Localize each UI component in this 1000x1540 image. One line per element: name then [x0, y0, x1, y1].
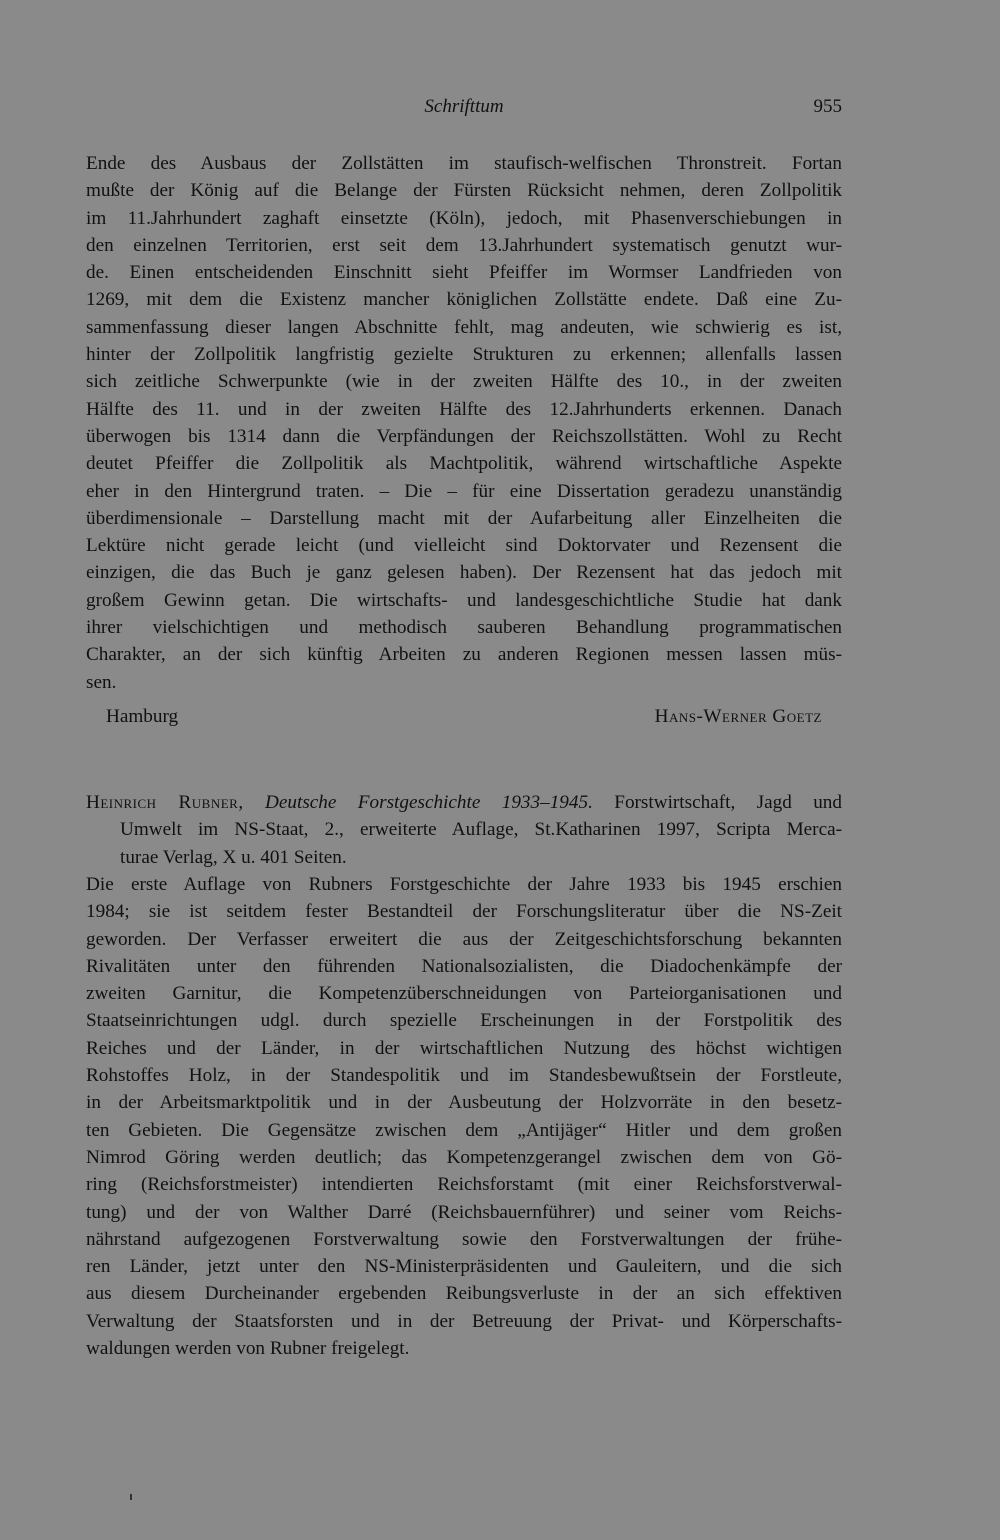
text-line: ten Gebieten. Die Gegensätze zwischen dem „Antijäger“ Hitler und dem großen [86, 1119, 842, 1141]
scan-speck [130, 1494, 132, 1500]
text-line: Ende des Ausbaus der Zollstätten im staufisch-welfischen Thronstreit. Fortan [86, 153, 842, 174]
text-line: Hälfte des 11. und in der zweiten Hälfte des 12.Jahrhunderts erkennen. Danach [86, 398, 842, 420]
review-goetz-body [86, 150, 842, 696]
review-rubner-body [86, 871, 842, 1362]
review-rubner-citation [86, 789, 842, 871]
text-line: aus diesem Durcheinander ergebenden Reibungsverluste in der an sich effektiven [86, 1283, 842, 1305]
text-line: mußte der König auf die Belange der Fürsten Rücksicht nehmen, deren Zollpolitik [86, 180, 842, 202]
citation-line [86, 789, 842, 816]
review-signature [106, 706, 822, 734]
signature-place: Hamburg [106, 706, 179, 727]
text-line: hinter der Zollpolitik langfristig gezielte Strukturen zu erkennen; allenfalls lassen [86, 344, 842, 366]
text-line: de. Einen entscheidenden Einschnitt sieht Pfeiffer im Wormser Landfrieden von [86, 262, 842, 284]
signature-author: Hans-Werner Goetz [654, 706, 822, 727]
text-line: ren Länder, jetzt unter den NS-Ministerpräsidenten und Gauleitern, und die sich [86, 1256, 842, 1278]
text-line: sich zeitliche Schwerpunkte (wie in der zweiten Hälfte des 10., in der zweiten [86, 371, 842, 393]
text-line: den einzelnen Territorien, erst seit dem 13.Jahrhundert systematisch genutzt wur- [86, 234, 842, 256]
text-line: Rohstoffes Holz, in der Standespolitik und im Standesbewußtsein der Forstleute, [86, 1065, 842, 1087]
section-title: Schrifttum [424, 96, 504, 117]
text-line: 1269, mit dem die Existenz mancher königlichen Zollstätte endete. Daß eine Zu- [86, 289, 842, 311]
text-line: überwogen bis 1314 dann die Verpfändungen der Reichszollstätten. Wohl zu Recht [86, 425, 842, 447]
page-number: 955 [813, 96, 842, 117]
text-line: Staatseinrichtungen udgl. durch spezielle Erscheinungen in der Forstpolitik des [86, 1010, 842, 1032]
text-line: tung) und der von Walther Darré (Reichsbauernführer) und seiner vom Reichs- [86, 1201, 842, 1223]
text-line: sen. [86, 671, 117, 693]
text-line: großem Gewinn getan. Die wirtschafts- und landesgeschichtliche Studie hat dank [86, 589, 842, 611]
text-line: deutet Pfeiffer die Zollpolitik als Machtpolitik, während wirtschaftliche Aspekte [86, 453, 842, 475]
cited-author: Heinrich Rubner, [86, 792, 244, 813]
text-line: Die erste Auflage von Rubners Forstgeschichte der Jahre 1933 bis 1945 erschien [86, 874, 842, 895]
text-line: in der Arbeitsmarktpolitik und in der Ausbeutung der Holzvorräte in den besetz- [86, 1092, 842, 1114]
text-line: geworden. Der Verfasser erweitert die aus der Zeitgeschichtsforschung bekannten [86, 928, 842, 950]
text-line: Lektüre nicht gerade leicht (und vielleicht sind Doktorvater und Rezensent die [86, 535, 842, 557]
text-line: Rivalitäten unter den führenden Nationalsozialisten, die Diadochenkämpfe der [86, 955, 842, 977]
citation-line: Umwelt im NS-Staat, 2., erweiterte Auflage, St.Katharinen 1997, Scripta Merca- [120, 819, 842, 841]
text-line: eher in den Hintergrund traten. – Die – für eine Dissertation geradezu unanständig [86, 480, 842, 502]
text-line: im 11.Jahrhundert zaghaft einsetzte (Köln), jedoch, mit Phasenverschiebungen in [86, 207, 842, 229]
text-line: Nimrod Göring werden deutlich; das Kompetenzgerangel zwischen dem von Gö- [86, 1146, 842, 1168]
text-line: sammenfassung dieser langen Abschnitte fehlt, mag andeuten, wie schwierig es ist, [86, 316, 842, 338]
text-line: waldungen werden von Rubner freigelegt. [86, 1338, 410, 1360]
text-line: ring (Reichsforstmeister) intendierten Reichsforstamt (mit einer Reichsforstverwal- [86, 1174, 842, 1196]
cited-title: Deutsche Forstgeschichte 1933–1945. [265, 792, 593, 813]
running-head [86, 96, 842, 126]
cited-subtitle: Forstwirtschaft, Jagd und [614, 792, 842, 813]
text-line: Charakter, an der sich künftig Arbeiten zu anderen Regionen messen lassen müs- [86, 644, 842, 666]
text-line: zweiten Garnitur, die Kompetenzüberschneidungen von Parteiorganisationen und [86, 983, 842, 1005]
text-line: Verwaltung der Staatsforsten und in der Betreuung der Privat- und Körperschafts- [86, 1310, 842, 1332]
text-line: überdimensionale – Darstellung macht mit der Aufarbeitung aller Einzelheiten die [86, 507, 842, 529]
text-line: ihrer vielschichtigen und methodisch sauberen Behandlung programmatischen [86, 617, 842, 639]
text-line: nährstand aufgezogenen Forstverwaltung sowie den Forstverwaltungen der frühe- [86, 1228, 842, 1250]
text-line: Reiches und der Länder, in der wirtschaftlichen Nutzung des höchst wichtigen [86, 1037, 842, 1059]
citation-line: turae Verlag, X u. 401 Seiten. [120, 846, 347, 868]
text-line: einzigen, die das Buch je ganz gelesen haben). Der Rezensent hat das jedoch mit [86, 562, 842, 584]
text-line: 1984; sie ist seitdem fester Bestandteil der Forschungsliteratur über die NS-Zeit [86, 901, 842, 923]
